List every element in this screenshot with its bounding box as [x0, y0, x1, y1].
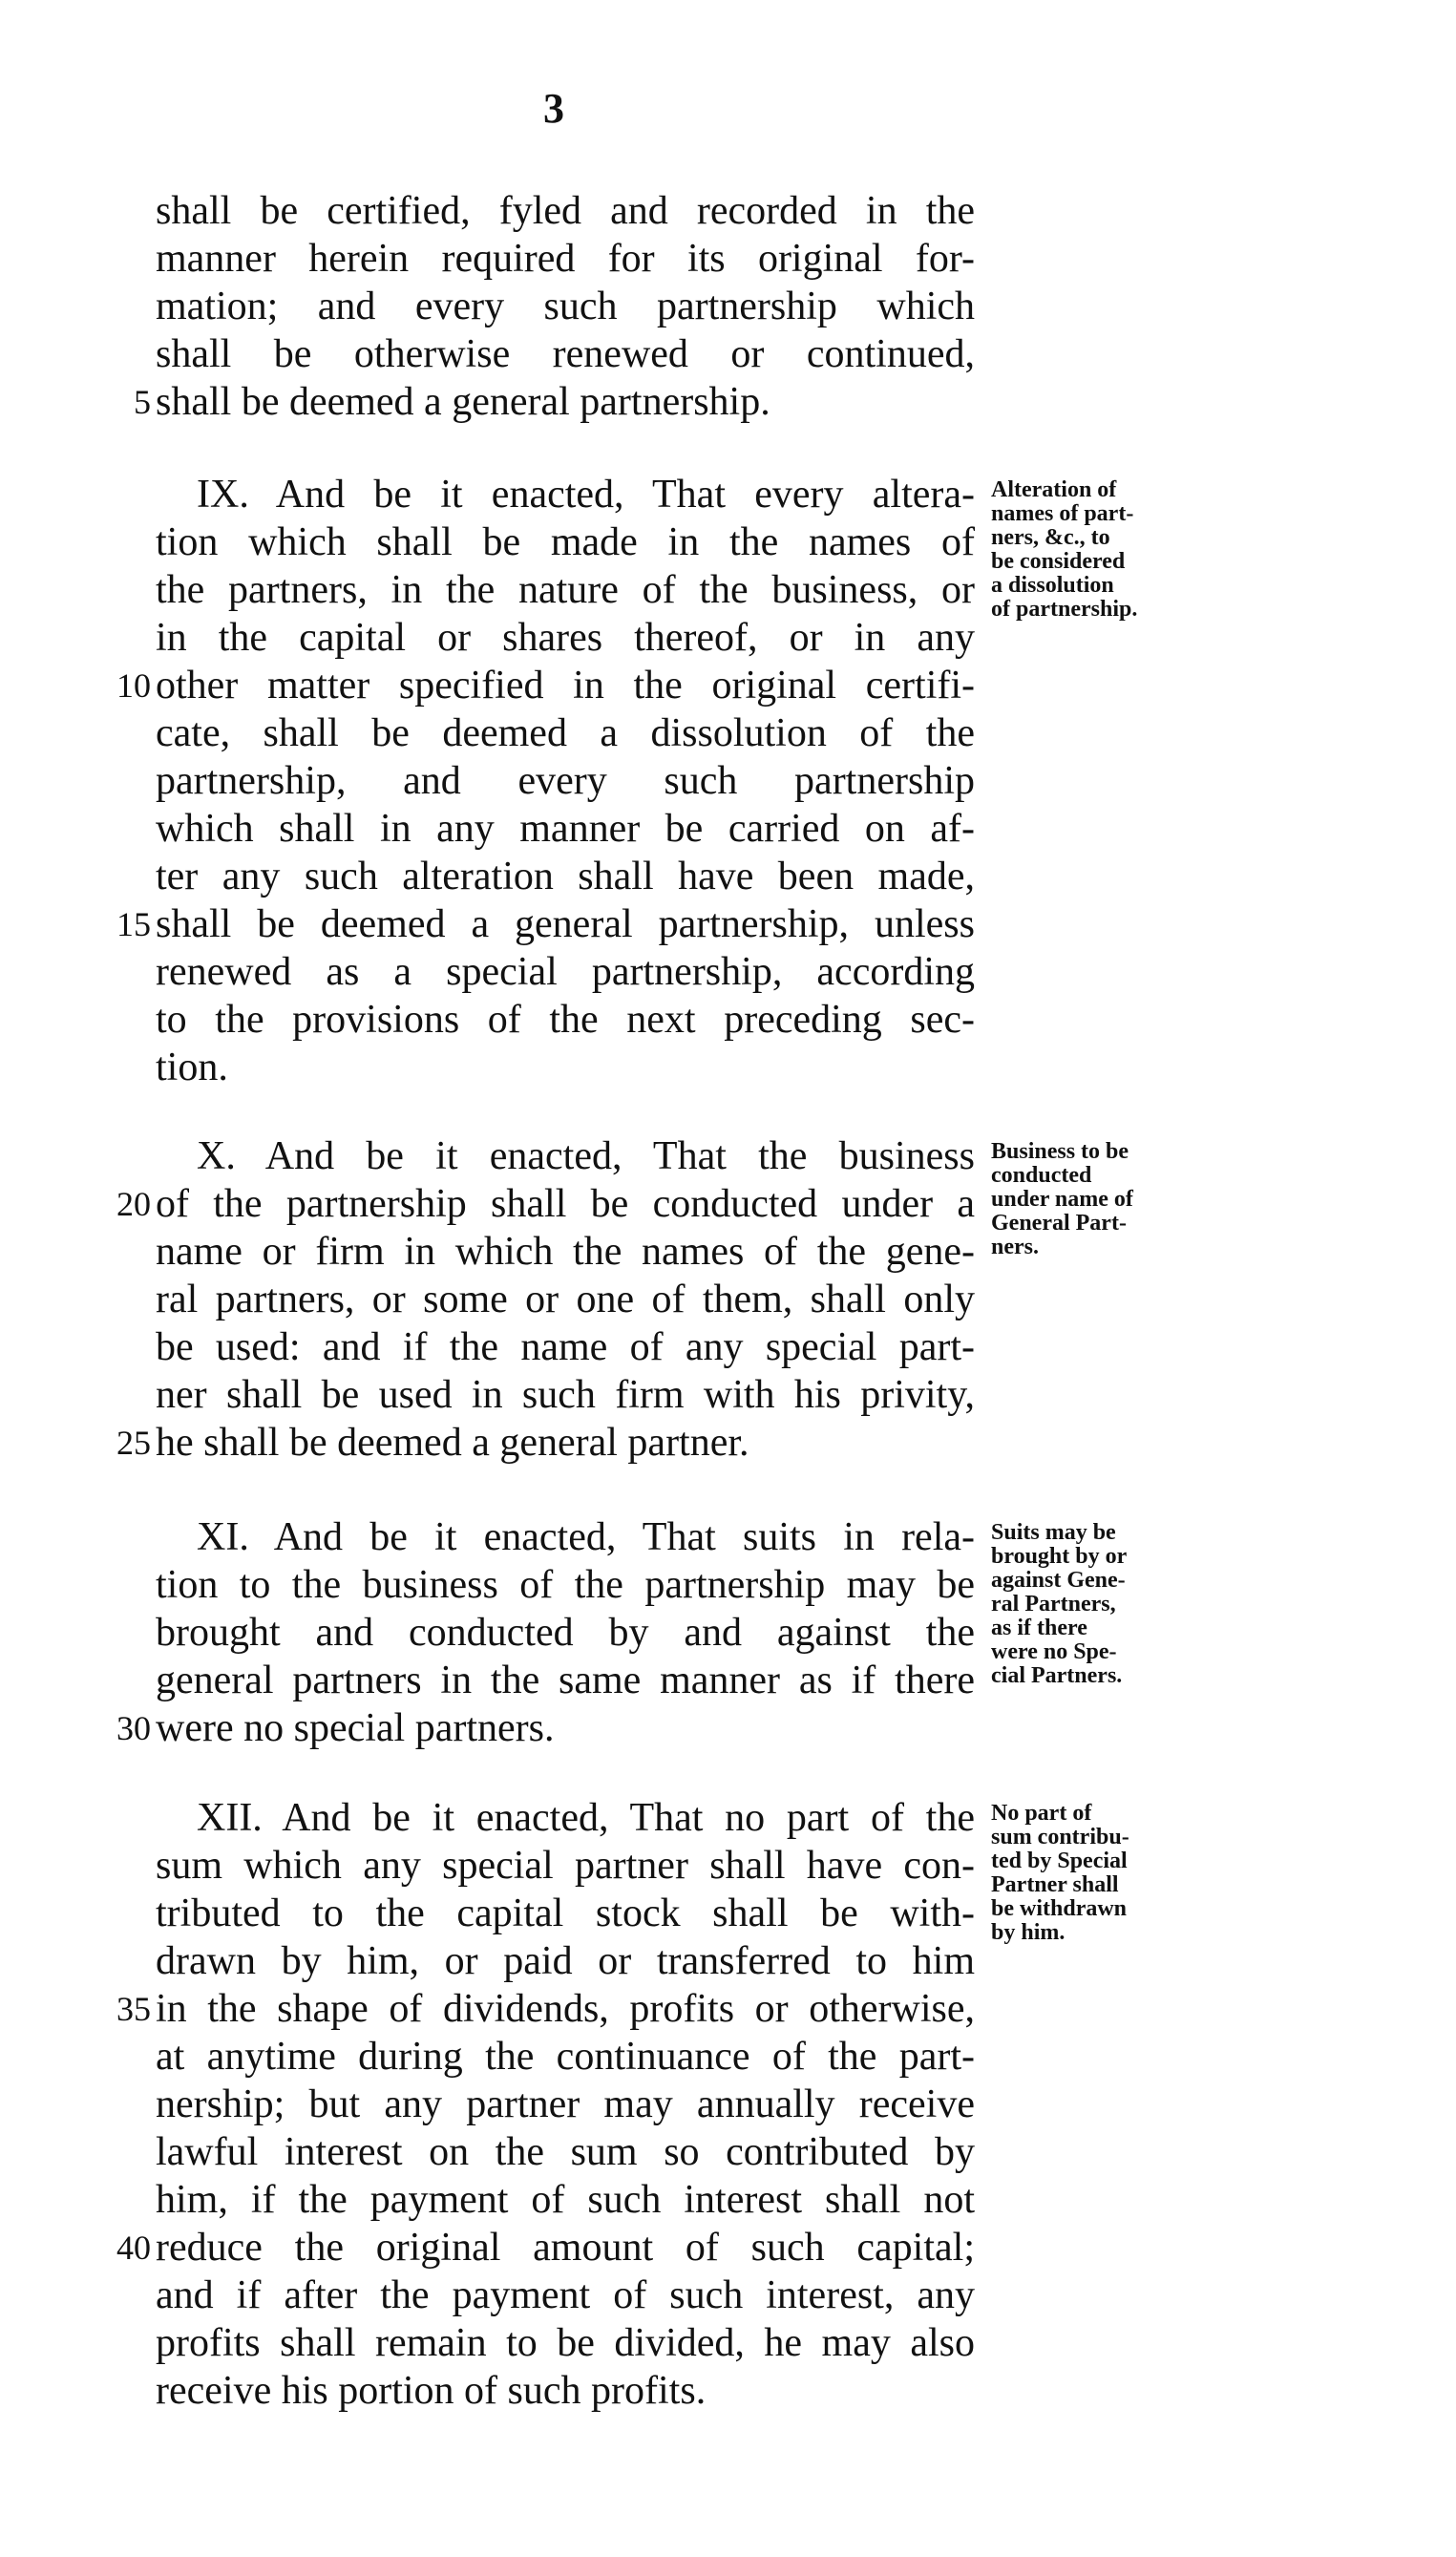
text-line: in the shape of dividends, profits or otherwise,: [156, 1987, 975, 2031]
text-line: at anytime during the continuance of the part-: [156, 2035, 975, 2079]
marginal-note-line: as if there: [991, 1616, 1087, 1640]
marginal-note: [991, 1802, 1206, 1945]
marginal-note-line: brought by or: [991, 1544, 1128, 1569]
text-line: of the partnership shall be conducted under a: [156, 1182, 975, 1226]
text-line: partnership, and every such partnership: [156, 759, 975, 803]
marginal-note: [991, 1521, 1206, 1688]
line-number: 30: [116, 1709, 151, 1747]
text-line: manner herein required for its original for-: [156, 237, 975, 281]
text-line: tion.: [156, 1046, 228, 1089]
text-line: profits shall remain to be divided, he may also: [156, 2321, 975, 2365]
marginal-note-line: under name of: [991, 1187, 1133, 1212]
marginal-note-line: against Gene-: [991, 1568, 1126, 1593]
text-line: receive his portion of such profits.: [156, 2369, 707, 2413]
text-line: brought and conducted by and against the: [156, 1611, 975, 1655]
line-number: 25: [116, 1424, 151, 1462]
marginal-note: [991, 478, 1206, 622]
text-line: lawful interest on the sum so contributed by: [156, 2130, 975, 2174]
text-line: in the capital or shares thereof, or in any: [156, 616, 975, 660]
marginal-note-line: by him.: [991, 1920, 1066, 1945]
text-line: mation; and every such partnership which: [156, 285, 975, 328]
text-line: which shall in any manner be carried on af-: [156, 807, 975, 851]
text-line: to the provisions of the next preceding sec-: [156, 998, 975, 1042]
text-line: general partners in the same manner as if there: [156, 1659, 975, 1702]
marginal-note-line: names of part-: [991, 501, 1134, 526]
text-line: tributed to the capital stock shall be with-: [156, 1891, 975, 1935]
text-line: sum which any special partner shall have con-: [156, 1844, 975, 1888]
text-line: and if after the payment of such interest, any: [156, 2273, 975, 2317]
marginal-note-line: of partnership.: [991, 597, 1138, 622]
marginal-note-line: cial Partners.: [991, 1663, 1123, 1688]
line-number: 40: [116, 2229, 151, 2267]
text-line: shall be otherwise renewed or continued,: [156, 332, 975, 376]
text-line: him, if the payment of such interest shall not: [156, 2178, 975, 2222]
text-line: X. And be it enacted, That the business: [197, 1134, 975, 1178]
marginal-note-line: No part of: [991, 1801, 1092, 1826]
text-line: name or firm in which the names of the gene-: [156, 1230, 975, 1274]
text-line: nership; but any partner may annually receive: [156, 2082, 975, 2126]
marginal-note-line: be considered: [991, 549, 1126, 574]
text-line: other matter specified in the original certifi-: [156, 664, 975, 708]
text-line: tion which shall be made in the names of: [156, 520, 975, 564]
marginal-note-line: Business to be: [991, 1139, 1129, 1164]
marginal-note-line: ted by Special: [991, 1849, 1128, 1873]
line-number: 10: [116, 666, 151, 705]
text-line: were no special partners.: [156, 1706, 555, 1750]
marginal-note-line: Partner shall: [991, 1872, 1119, 1897]
marginal-note-line: Suits may be: [991, 1520, 1116, 1545]
text-line: ner shall be used in such firm with his privity,: [156, 1373, 975, 1417]
text-line: tion to the business of the partnership may be: [156, 1563, 975, 1607]
text-line: he shall be deemed a general partner.: [156, 1421, 749, 1465]
page-number: 3: [543, 85, 564, 132]
marginal-note-line: were no Spe-: [991, 1639, 1117, 1664]
marginal-note-line: conducted: [991, 1163, 1092, 1188]
text-line: shall be deemed a general partnership, unless: [156, 902, 975, 946]
marginal-note-line: ners, &c., to: [991, 525, 1110, 550]
text-line: the partners, in the nature of the business, or: [156, 568, 975, 612]
line-number: 15: [116, 905, 151, 943]
line-number: 20: [116, 1185, 151, 1223]
text-line: XII. And be it enacted, That no part of the: [197, 1796, 975, 1840]
text-line: renewed as a special partnership, according: [156, 950, 975, 994]
text-line: be used: and if the name of any special part-: [156, 1325, 975, 1369]
text-line: ral partners, or some or one of them, shall only: [156, 1278, 975, 1321]
line-number: 5: [134, 383, 151, 421]
marginal-note-line: be withdrawn: [991, 1896, 1128, 1921]
marginal-note: [991, 1140, 1206, 1259]
text-line: shall be certified, fyled and recorded in the: [156, 189, 975, 233]
marginal-note-line: ral Partners,: [991, 1592, 1116, 1617]
marginal-note-line: sum contribu-: [991, 1825, 1129, 1849]
text-line: ter any such alteration shall have been made,: [156, 855, 975, 898]
marginal-note-line: Alteration of: [991, 477, 1117, 502]
text-line: shall be deemed a general partnership.: [156, 380, 770, 424]
marginal-note-line: a dissolution: [991, 573, 1114, 598]
marginal-note-line: General Part-: [991, 1211, 1127, 1236]
text-line: drawn by him, or paid or transferred to him: [156, 1939, 975, 1983]
text-line: XI. And be it enacted, That suits in rela-: [197, 1515, 975, 1559]
line-number: 35: [116, 1990, 151, 2028]
text-line: IX. And be it enacted, That every altera-: [197, 473, 975, 517]
text-line: cate, shall be deemed a dissolution of the: [156, 711, 975, 755]
marginal-note-line: ners.: [991, 1235, 1039, 1259]
text-line: reduce the original amount of such capital;: [156, 2226, 975, 2270]
